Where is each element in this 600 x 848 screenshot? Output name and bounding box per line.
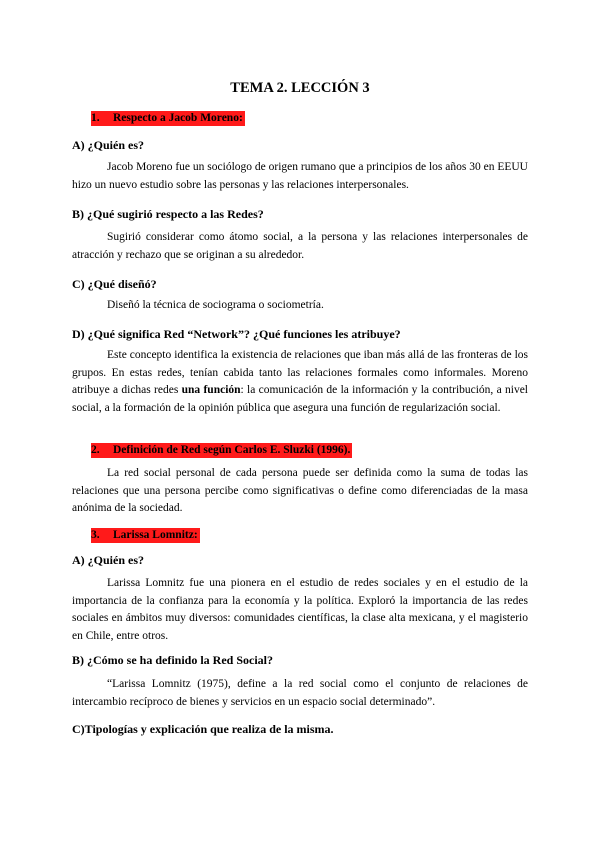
question-a-lomnitz: A) ¿Quién es? (72, 553, 144, 567)
paragraph-network-bold: una función (181, 384, 241, 397)
paragraph-network (72, 347, 528, 417)
section-label: Respecto a Jacob Moreno: (113, 112, 243, 124)
paragraph-lomnitz-definition: “Larissa Lomnitz (1975), define a la red social como el conjunto de relaciones de intercambio recíproco de bienes y servicios en un espacio social determinado”. (72, 678, 528, 708)
section-number: 2. (91, 444, 100, 456)
paragraph-network-text-1: Este concepto identifica la existencia de relaciones que iban más allá de las fronteras de los grupos. En estas redes, tenían cabida tanto las relaciones formales como informales. Moreno atribuye a dichas redes (72, 349, 528, 397)
paragraph-moreno-suggestion: Sugirió considerar como átomo social, a la persona y las relaciones interpersonales de atracción y rechazo que se originan a su alrededor. (72, 231, 528, 261)
section-label: Definición de Red según Carlos E. Sluzki (1996). (113, 444, 351, 456)
question-d-moreno: D) ¿Qué significa Red “Network”? ¿Qué funciones les atribuye? (72, 327, 401, 341)
paragraph-network-text-2: : la comunicación de la información y la contribución, a nivel social, a la formación de la opinión pública que asegura una función de regularización social. (72, 384, 528, 414)
paragraph-lomnitz-who: Larissa Lomnitz fue una pionera en el estudio de redes sociales y en el estudio de la importancia de la confianza para la economía y la política. Exploró la importancia de las redes sociales en ámbitos muy diversos: comunidades científicas, la clase alta mexicana, y el magisterio en Chile, entre otros. (72, 577, 528, 642)
paragraph-moreno-who: Jacob Moreno fue un sociólogo de origen rumano que a principios de los años 30 en EEUU hizo un nuevo estudio sobre las personas y las relaciones interpersonales. (72, 161, 528, 191)
section-heading-1 (91, 111, 245, 126)
page-title: TEMA 2. LECCIÓN 3 (230, 80, 370, 96)
question-b-lomnitz: B) ¿Cómo se ha definido la Red Social? (72, 653, 274, 667)
paragraph-moreno-design: Diseñó la técnica de sociograma o sociometría. (107, 299, 324, 311)
question-c-moreno: C) ¿Qué diseñó? (72, 277, 157, 291)
section-heading-2 (91, 443, 352, 458)
section-number: 1. (91, 112, 100, 124)
section-number: 3. (91, 529, 100, 541)
paragraph-sluzki: La red social personal de cada persona puede ser definida como la suma de todas las relaciones que una persona percibe como significativas o define como diferenciadas de la masa anónima de la sociedad. (72, 467, 528, 515)
question-c-lomnitz: C)Tipologías y explicación que realiza de la misma. (72, 722, 334, 736)
question-b-moreno: B) ¿Qué sugirió respecto a las Redes? (72, 207, 264, 221)
section-heading-3 (91, 528, 200, 543)
section-label: Larissa Lomnitz: (113, 529, 198, 541)
question-a-moreno: A) ¿Quién es? (72, 138, 144, 152)
